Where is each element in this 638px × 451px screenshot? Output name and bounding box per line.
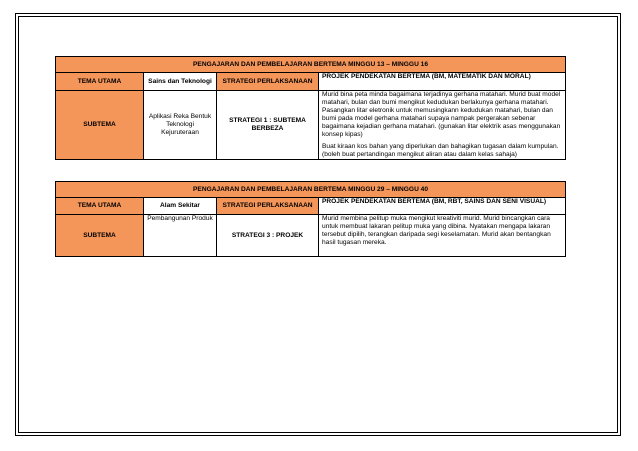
tema-utama-value: Alam Sekitar bbox=[144, 198, 217, 215]
projek-paragraph: Murid membina pelitup muka mengikut kreativiti murid. Murid bincangkan cara untuk membuat lakaran pelitup muka yang dibina. Nyatakan mengapa lakaran tersebut dipilih, terangkan daripada segi keselamatan. Murid akan bentangkan hasil tugasan mereka. bbox=[322, 215, 551, 246]
projek-paragraph: Buat kiraan kos bahan yang diperlukan dan bahagikan tugasan dalam kumpulan.(boleh buat pertandingan mengikut aliran atau dalam kelas sahaja) bbox=[322, 143, 559, 159]
strategi-perlaksanaan-label: STRATEGI PERLAKSANAAN bbox=[217, 198, 319, 215]
subtema-value: Aplikasi Reka Bentuk Teknologi Kejuruteraan bbox=[144, 91, 217, 160]
subtema-label: SUBTEMA bbox=[56, 215, 144, 257]
thematic-plan-table-weeks-29-40 bbox=[55, 181, 566, 257]
table-title: PENGAJARAN DAN PEMBELAJARAN BERTEMA MINGGU 13 – MINGGU 16 bbox=[56, 57, 566, 73]
subtema-label: SUBTEMA bbox=[56, 91, 144, 160]
tema-utama-value: Sains dan Teknologi bbox=[144, 73, 217, 91]
projek-description bbox=[319, 91, 566, 160]
strategi-perlaksanaan-label: STRATEGI PERLAKSANAAN bbox=[217, 73, 319, 91]
table-title: PENGAJARAN DAN PEMBELAJARAN BERTEMA MINGGU 29 – MINGGU 40 bbox=[56, 182, 566, 198]
strategi-value: STRATEGI 1 : SUBTEMA BERBEZA bbox=[217, 91, 319, 160]
tema-utama-label: TEMA UTAMA bbox=[56, 198, 144, 215]
projek-description bbox=[319, 215, 566, 257]
thematic-plan-table-weeks-13-16 bbox=[55, 56, 566, 160]
projek-heading: PROJEK PENDEKATAN BERTEMA (BM, RBT, SAINS DAN SENI VISUAL) bbox=[319, 198, 566, 215]
projek-paragraph: Murid bina peta minda bagaimana terjadinya gerhana matahari. Murid buat model matahari, bulan dan bumi mengikut kedudukan berlakunya gerhana matahari. Pasangkan litar eletronik untuk memusingkann kedudukan matahari, bulan dan bumi pada model gerhana matahari supaya nampak pergerakan sebenar bagaimana kejadian gerhana matahari. (gunakan litar elektrik asas menggunakan konsep kipas) bbox=[322, 91, 561, 138]
strategi-value: STRATEGI 3 : PROJEK bbox=[217, 215, 319, 257]
subtema-value: Pembangunan Produk bbox=[144, 215, 217, 257]
projek-heading: PROJEK PENDEKATAN BERTEMA (BM, MATEMATIK DAN MORAL) bbox=[319, 73, 566, 91]
tema-utama-label: TEMA UTAMA bbox=[56, 73, 144, 91]
